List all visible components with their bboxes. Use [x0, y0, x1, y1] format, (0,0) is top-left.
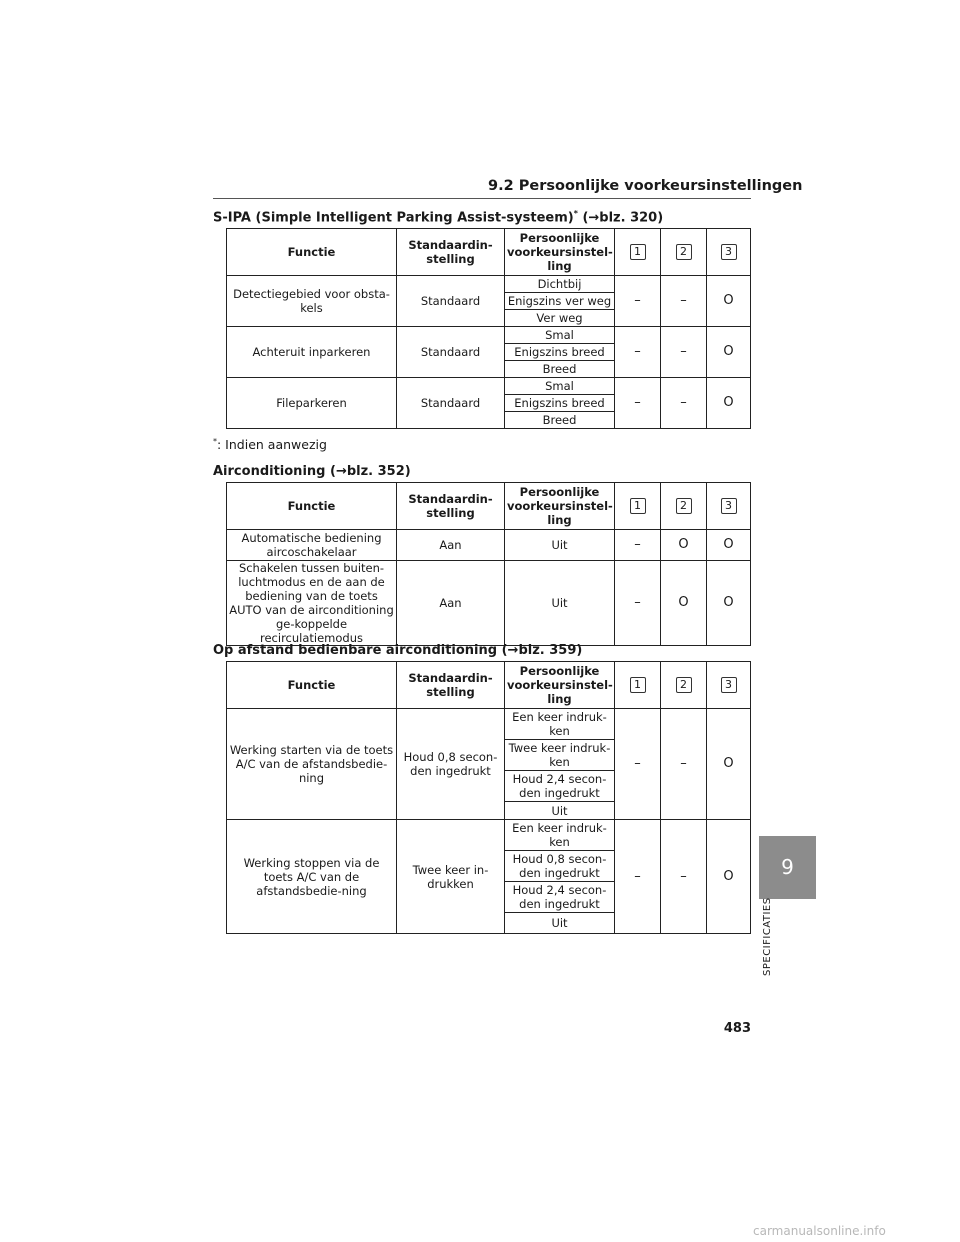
col-header-personal: Persoonlijke voorkeursinstel-ling	[505, 662, 615, 709]
cell-option: Uit	[505, 802, 615, 820]
cell-option: Dichtbij	[505, 276, 615, 293]
cell-col2: –	[661, 378, 707, 429]
cell-col2: –	[661, 820, 707, 934]
heading-ref-link[interactable]: (→blz. 320)	[582, 210, 664, 226]
cell-col1: –	[615, 561, 661, 646]
col-header-2	[661, 229, 707, 276]
col-header-3	[707, 662, 751, 709]
cell-col1: –	[615, 709, 661, 820]
section-heading-sipa	[213, 209, 663, 225]
cell-function: Fileparkeren	[227, 378, 397, 429]
cell-default: Twee keer in-drukken	[397, 820, 505, 934]
cell-col2: O	[661, 530, 707, 561]
cell-col3: O	[707, 561, 751, 646]
cell-option: Enigszins breed	[505, 395, 615, 412]
table-row	[227, 561, 751, 646]
section-heading-remote-aircon	[213, 643, 582, 658]
cell-option: Enigszins breed	[505, 344, 615, 361]
cell-col1: –	[615, 327, 661, 378]
number-1-icon: 1	[630, 498, 646, 514]
cell-option: Een keer indruk-ken	[505, 709, 615, 740]
cell-option: Uit	[505, 530, 615, 561]
chapter-tab[interactable]: 9	[759, 836, 816, 899]
table-row	[227, 276, 751, 293]
cell-col2: –	[661, 276, 707, 327]
col-header-1	[615, 229, 661, 276]
heading-text: Airconditioning	[213, 464, 326, 479]
number-3-icon: 3	[721, 677, 737, 693]
footnote-marker: *	[213, 437, 217, 446]
cell-option: Ver weg	[505, 310, 615, 327]
table-row	[227, 378, 751, 395]
col-header-personal: Persoonlijke voorkeursinstel-ling	[505, 229, 615, 276]
number-2-icon: 2	[676, 244, 692, 260]
cell-option: Houd 2,4 secon-den ingedrukt	[505, 771, 615, 802]
col-header-default: Standaardin-stelling	[397, 662, 505, 709]
cell-default: Standaard	[397, 327, 505, 378]
cell-option: Breed	[505, 412, 615, 429]
cell-default: Aan	[397, 530, 505, 561]
footnote-text: : Indien aanwezig	[217, 437, 327, 453]
col-header-3	[707, 483, 751, 530]
header-divider	[213, 198, 751, 199]
cell-function: Schakelen tussen buiten-luchtmodus en de aan de bediening van de toets AUTO van de airconditioning ge-koppelde recirculatiemodus	[227, 561, 397, 646]
cell-col3: O	[707, 276, 751, 327]
col-header-default: Standaardin-stelling	[397, 483, 505, 530]
col-header-2	[661, 662, 707, 709]
col-header-2	[661, 483, 707, 530]
number-2-icon: 2	[676, 498, 692, 514]
cell-col2: –	[661, 327, 707, 378]
cell-col3: O	[707, 820, 751, 934]
table-header-row	[227, 662, 751, 709]
col-header-function: Functie	[227, 229, 397, 276]
cell-option: Uit	[505, 913, 615, 934]
cell-col1: –	[615, 530, 661, 561]
cell-col2: –	[661, 709, 707, 820]
col-header-personal: Persoonlijke voorkeursinstel-ling	[505, 483, 615, 530]
col-header-1	[615, 662, 661, 709]
number-3-icon: 3	[721, 498, 737, 514]
col-header-default: Standaardin-stelling	[397, 229, 505, 276]
cell-function: Werking starten via de toets A/C van de afstandsbedie-ning	[227, 709, 397, 820]
cell-option: Uit	[505, 561, 615, 646]
table-row	[227, 709, 751, 740]
cell-option: Een keer indruk-ken	[505, 820, 615, 851]
cell-option: Houd 2,4 secon-den ingedrukt	[505, 882, 615, 913]
number-3-icon: 3	[721, 244, 737, 260]
cell-col1: –	[615, 378, 661, 429]
cell-default: Standaard	[397, 276, 505, 327]
table-header-row	[227, 483, 751, 530]
number-1-icon: 1	[630, 677, 646, 693]
cell-option: Houd 0,8 secon-den ingedrukt	[505, 851, 615, 882]
number-1-icon: 1	[630, 244, 646, 260]
section-heading-airconditioning	[213, 464, 411, 479]
number-2-icon: 2	[676, 677, 692, 693]
cell-option: Smal	[505, 378, 615, 395]
cell-function: Achteruit inparkeren	[227, 327, 397, 378]
cell-default: Standaard	[397, 378, 505, 429]
footnote	[213, 437, 327, 452]
cell-col3: O	[707, 709, 751, 820]
page-number: 483	[723, 1021, 751, 1036]
col-header-function: Functie	[227, 483, 397, 530]
cell-option: Breed	[505, 361, 615, 378]
col-header-1	[615, 483, 661, 530]
table-remote-aircon	[226, 661, 751, 934]
heading-ref-link[interactable]: (→blz. 352)	[330, 464, 411, 479]
cell-option: Twee keer indruk-ken	[505, 740, 615, 771]
col-header-function: Functie	[227, 662, 397, 709]
heading-text: Op afstand bedienbare airconditioning	[213, 643, 498, 658]
table-airconditioning	[226, 482, 751, 646]
cell-default: Aan	[397, 561, 505, 646]
footnote-marker: *	[573, 209, 578, 218]
cell-option: Enigszins ver weg	[505, 293, 615, 310]
watermark: carmanualsonline.info	[753, 1224, 886, 1238]
cell-function: Detectiegebied voor obsta-kels	[227, 276, 397, 327]
cell-col1: –	[615, 820, 661, 934]
cell-col1: –	[615, 276, 661, 327]
heading-ref-link[interactable]: (→blz. 359)	[501, 643, 583, 658]
table-header-row	[227, 229, 751, 276]
cell-function: Automatische bediening aircoschakelaar	[227, 530, 397, 561]
table-sipa	[226, 228, 751, 429]
table-row	[227, 327, 751, 344]
heading-text: S-IPA (Simple Intelligent Parking Assist-systeem)	[213, 210, 574, 226]
cell-default: Houd 0,8 secon-den ingedrukt	[397, 709, 505, 820]
chapter-label: SPECIFICATIES	[762, 897, 773, 976]
cell-col2: O	[661, 561, 707, 646]
cell-col3: O	[707, 327, 751, 378]
table-row	[227, 820, 751, 851]
cell-col3: O	[707, 378, 751, 429]
cell-col3: O	[707, 530, 751, 561]
table-row	[227, 530, 751, 561]
col-header-3	[707, 229, 751, 276]
running-header: 9.2 Persoonlijke voorkeursinstellingen	[488, 178, 803, 194]
cell-function: Werking stoppen via de toets A/C van de afstandsbedie-ning	[227, 820, 397, 934]
cell-option: Smal	[505, 327, 615, 344]
